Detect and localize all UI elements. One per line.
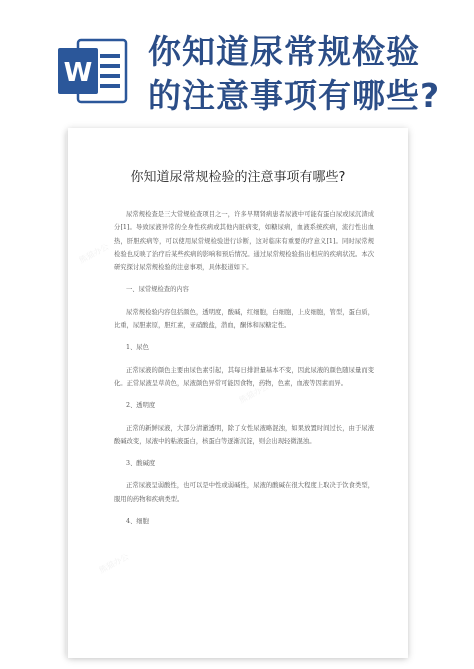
watermark: 熊猫办公 (77, 242, 111, 265)
subsection-heading: 2、透明度 (126, 402, 156, 410)
word-doc-icon (56, 34, 130, 108)
paragraph: 正常尿液的颜色主要由尿色素引起，其每日排泄量基本不变，因此尿液的颜色随尿量而变化。正常尿液呈草黄色，尿液颜色异常可能因食物，药物，色素，血液等因素而异。 (114, 366, 374, 387)
logo-letter: W (63, 58, 93, 88)
subsection-heading: 4、细胞 (126, 518, 149, 526)
paragraph-intro: 尿常规检查是三大常规检查项目之一，许多早期肾病患者尿液中可能有蛋白尿或尿沉渣成分[1]。导致尿液异常的全身性疾病或其他内脏病变，如糖尿病，血液系统疾病，流行性出血热，肝胆疾病等，可以使用尿常规检验进行诊断，这对临床有重要的疗意义[1]。同时尿常规检验也反映了治疗后某些疾病的影响和预后情况。通过尿常规检验指出相应的疾病状况。本次研究探讨尿常规检验的注意事项，具体报道如下。 (114, 211, 374, 272)
paragraph: 正常的新鲜尿液，大部分清澈透明，除了女性尿液略混浊，如果放置时间过长，由于尿液酸碱改变，尿液中的粘液蛋白，核蛋白等逐渐沉淀，则会出现轻微混浊。 (114, 424, 374, 445)
watermark: 熊猫办公 (97, 552, 131, 575)
paragraph: 正常尿液呈弱酸性，也可以是中性或弱碱性，尿液的酸碱在很大程度上取决于饮食类型，服用的药物和疾病类型。 (114, 482, 374, 503)
subsection-heading: 3、酸碱度 (126, 460, 156, 468)
document-page (68, 128, 408, 658)
subsection-heading: 1、尿色 (126, 344, 149, 352)
banner-title-line-2: 的注意事项有哪些? (148, 76, 441, 115)
document-title: 你知道尿常规检验的注意事项有哪些? (130, 170, 346, 185)
banner-title-line-1: 你知道尿常规检验 (148, 32, 420, 71)
section-heading: 一、尿常规检查的内容 (126, 286, 189, 294)
paragraph: 尿常规检验内容包括颜色，透明度，酸碱，红细胞，白细胞，上皮细胞，管型，蛋白质，比重，尿胆素原，胆红素，亚硝酸盐，潜血，酮体和尿糖定性。 (114, 308, 374, 330)
watermark: 熊猫办公 (237, 382, 271, 405)
document-body (114, 208, 374, 537)
